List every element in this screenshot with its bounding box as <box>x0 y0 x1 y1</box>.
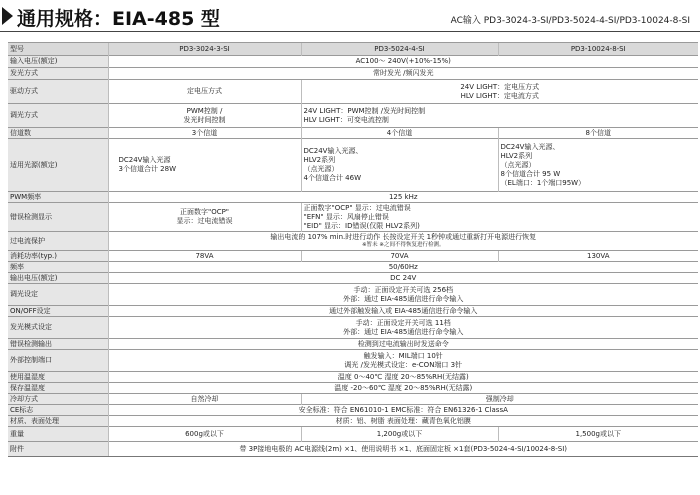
arrow-icon <box>2 7 13 25</box>
cell-value: DC24V输入光源 3个信道合计 28W <box>108 139 301 192</box>
table-row <box>8 139 698 192</box>
cell-value: 24V LIGHT：定电压方式 HLV LIGHT：定电流方式 <box>301 80 698 104</box>
cell-value: 正面数字"OCP" 显示：过电流错误 <box>108 203 301 232</box>
cell-value: 常时发光 /频闪发光 <box>108 68 698 80</box>
row-label: 使用温湿度 <box>8 372 108 383</box>
row-label: 附件 <box>8 442 108 457</box>
cell-value: 50/60Hz <box>108 262 698 273</box>
cell-value: 4个信道 <box>301 128 498 139</box>
table-row <box>8 192 698 203</box>
cell-value: 自然冷却 <box>108 394 301 405</box>
table-row <box>8 405 698 416</box>
row-label: 发光方式 <box>8 68 108 80</box>
table-row <box>8 350 698 372</box>
table-row <box>8 372 698 383</box>
table-header-row <box>8 43 698 56</box>
mode-setting-external: 外部：通过 EIA-485通信进行命令输入 <box>343 327 464 336</box>
row-label: 冷却方式 <box>8 394 108 405</box>
table-row <box>8 394 698 405</box>
page-subtitle: AC输入 PD3-3024-3-SI/PD3-5024-4-SI/PD3-10024-8-SI <box>450 16 690 26</box>
cell-value: 1,500g或以下 <box>498 427 698 442</box>
cell-value <box>108 284 698 306</box>
cell-value: 通过外部触发输入或 EIA-485通信进行命令输入 <box>108 306 698 317</box>
table-row <box>8 442 698 457</box>
row-label: 过电流保护 <box>8 232 108 251</box>
table-row <box>8 203 698 232</box>
table-row <box>8 416 698 427</box>
table-row <box>8 104 698 128</box>
cell-value: 温度 -20～60℃ 湿度 20～85%RH(无结露) <box>108 383 698 394</box>
spec-table <box>8 42 698 457</box>
page-header <box>0 0 700 32</box>
table-row <box>8 128 698 139</box>
trigger-input: 触发输入：MIL端口 10针 <box>363 351 443 360</box>
row-label: 外部控制端口 <box>8 350 108 372</box>
table-row <box>8 68 698 80</box>
cell-value: 定电压方式 <box>108 80 301 104</box>
table-row <box>8 427 698 442</box>
cell-value: DC24V输入光源、 HLV2系列 （点光源） 8个信道合计 95 W （EL端口：1个端口95W） <box>498 139 698 192</box>
cell-value <box>108 350 698 372</box>
cell-value: 检测到过电流输出时发送命令 <box>108 339 698 350</box>
column-header: PD3-5024-4-SI <box>301 43 498 56</box>
table-row <box>8 339 698 350</box>
cell-value: AC100～ 240V(+10%-15%) <box>108 56 698 68</box>
cell-value: 温度 0～40℃ 湿度 20～85%RH(无结露) <box>108 372 698 383</box>
page-title: 通用规格：EIA-485 型 <box>17 8 220 30</box>
cell-value: 8个信道 <box>498 128 698 139</box>
cell-value: 1,200g或以下 <box>301 427 498 442</box>
row-label: 信道数 <box>8 128 108 139</box>
cell-value: DC 24V <box>108 273 698 284</box>
table-row <box>8 80 698 104</box>
cell-value: 125 kHz <box>108 192 698 203</box>
table-row <box>8 284 698 306</box>
cell-value: PWM控制 / 发光时间控制 <box>108 104 301 128</box>
mode-setting-manual: 手动：正面设定开关可选 11档 <box>355 318 451 327</box>
row-label: 错误检测显示 <box>8 203 108 232</box>
cell-value: 材质：铝、树脂 表面处理：藏青色氧化铝膜 <box>108 416 698 427</box>
dim-setting-external: 外部：通过 EIA-485通信进行命令输入 <box>343 294 464 303</box>
column-header: PD3-3024-3-SI <box>108 43 301 56</box>
row-label: ON/OFF设定 <box>8 306 108 317</box>
row-label: 驱动方式 <box>8 80 108 104</box>
table-row <box>8 273 698 284</box>
cell-value: 强制冷却 <box>301 394 698 405</box>
dim-setting-manual: 手动：正面设定开关可选 256档 <box>353 285 454 294</box>
table-row <box>8 56 698 68</box>
cell-value: 24V LIGHT：PWM控制 /发光时间控制 HLV LIGHT：可变电流控制 <box>301 104 698 128</box>
cell-value: 600g或以下 <box>108 427 301 442</box>
row-label: 频率 <box>8 262 108 273</box>
table-row <box>8 317 698 339</box>
column-header: 型号 <box>8 43 108 56</box>
row-label: 调光方式 <box>8 104 108 128</box>
row-label: PWM频率 <box>8 192 108 203</box>
column-header: PD3-10024-8-SI <box>498 43 698 56</box>
overcurrent-note: ※暂未 ※之间不得恢复进行检测。 <box>362 242 445 248</box>
row-label: 适用光源(额定) <box>8 139 108 192</box>
cell-value: DC24V输入光源、 HLV2系列 （点光源） 4个信道合计 46W <box>301 139 498 192</box>
row-label: 保存温湿度 <box>8 383 108 394</box>
row-label: 消耗功率(typ.) <box>8 251 108 262</box>
cell-value: 安全标准：符合 EN61010-1 EMC标准：符合 EN61326-1 ClassA <box>108 405 698 416</box>
header-divider <box>0 31 700 32</box>
cell-value: 70VA <box>301 251 498 262</box>
table-row <box>8 383 698 394</box>
cell-value: 带 3P接地电极的 AC电源线(2m) ×1、使用说明书 ×1、底面固定板 ×1套(PD3-5024-4-SI/10024-8-SI) <box>108 442 698 457</box>
row-label: 材质、表面处理 <box>8 416 108 427</box>
row-label: 输出电压(额定) <box>8 273 108 284</box>
econ-port: 调光 /发光模式设定：e-CON端口 3针 <box>344 360 463 369</box>
cell-value <box>108 317 698 339</box>
row-label: CE标志 <box>8 405 108 416</box>
cell-value: 3个信道 <box>108 128 301 139</box>
row-label: 重量 <box>8 427 108 442</box>
table-row <box>8 251 698 262</box>
table-row <box>8 306 698 317</box>
cell-value <box>108 232 698 251</box>
row-label: 输入电压(额定) <box>8 56 108 68</box>
overcurrent-text: 输出电流的 107% min.时进行动作 长按设定开关 1秒钟或通过重新打开电源进行恢复 <box>270 233 537 241</box>
cell-value: 正面数字"OCP" 显示：过电流错误 "EFN" 显示：风扇停止错误 "EID" 显示：ID错误(仅限 HLV2系列) <box>301 203 698 232</box>
row-label: 错误检测输出 <box>8 339 108 350</box>
table-row <box>8 262 698 273</box>
row-label: 发光模式设定 <box>8 317 108 339</box>
table-row <box>8 232 698 251</box>
cell-value: 78VA <box>108 251 301 262</box>
row-label: 调光设定 <box>8 284 108 306</box>
cell-value: 130VA <box>498 251 698 262</box>
